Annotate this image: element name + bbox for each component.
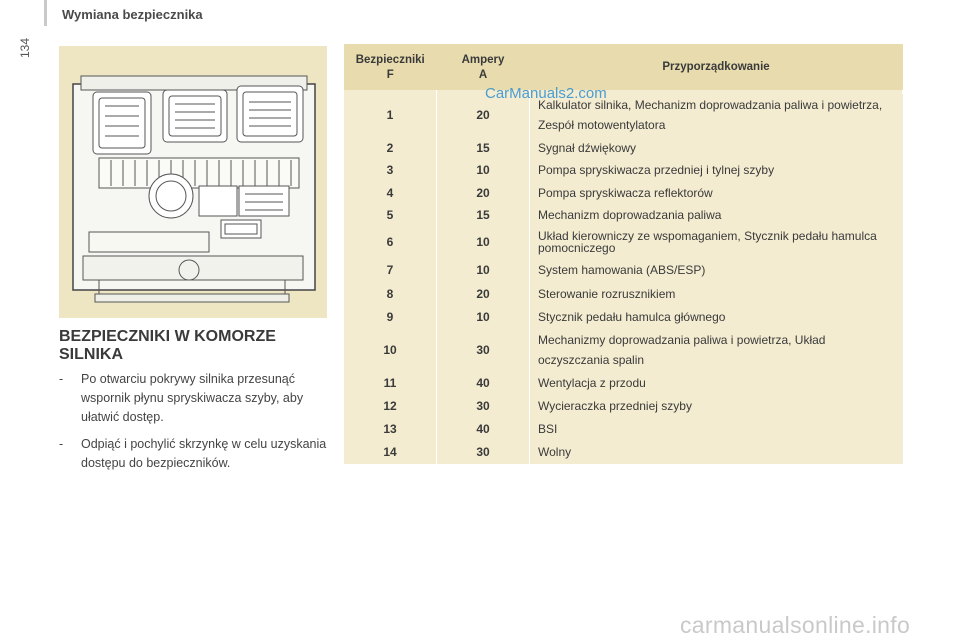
- fuse-amps: 15: [437, 204, 530, 226]
- table-row: [344, 417, 903, 440]
- fuse-box-illustration: [59, 46, 327, 318]
- header-fuses: [344, 44, 437, 90]
- table-row: [344, 371, 903, 394]
- table-row: [344, 282, 903, 305]
- table-row: [344, 226, 903, 258]
- table-header-row: [344, 44, 903, 90]
- header-amps-unit: A: [478, 68, 488, 81]
- fuse-amps: 20: [437, 282, 530, 305]
- fuse-number: 1: [344, 94, 437, 136]
- header-accent-bar: [44, 0, 47, 26]
- table-row: [344, 94, 903, 136]
- list-item: [59, 435, 329, 473]
- table-row: [344, 258, 903, 282]
- fuse-number: 12: [344, 394, 437, 417]
- fuse-table: [344, 44, 903, 464]
- fuse-assignment: Stycznik pedału hamulca głównego: [538, 309, 726, 324]
- page-number: 134: [18, 37, 32, 58]
- fuse-number: 5: [344, 204, 437, 226]
- list-item: [59, 370, 329, 427]
- fuse-amps: 10: [437, 258, 530, 282]
- instruction-list: [59, 370, 329, 481]
- header-assignment: Przyporządkowanie: [662, 61, 770, 73]
- table-row: [344, 440, 903, 464]
- fuse-assignment: BSI: [538, 421, 558, 436]
- fuse-amps: 30: [437, 394, 530, 417]
- fuse-number: 2: [344, 136, 437, 159]
- fuse-number: 4: [344, 181, 437, 204]
- fuse-number: 9: [344, 305, 437, 328]
- fuse-assignment: Mechanizm doprowadzania paliwa: [538, 208, 722, 222]
- connector-left: [93, 92, 151, 154]
- fuse-number: 8: [344, 282, 437, 305]
- fuse-amps: 30: [437, 440, 530, 464]
- table-row: [344, 394, 903, 417]
- header-fuses-unit: F: [386, 68, 394, 81]
- fuse-amps: 40: [437, 417, 530, 440]
- connector-right: [237, 86, 303, 142]
- section-title: [59, 328, 329, 364]
- table-row: [344, 159, 903, 181]
- fuse-assignment: Pompa spryskiwacza reflektorów: [538, 185, 713, 200]
- fuse-amps: 10: [437, 159, 530, 181]
- fuse-assignment: Wycieraczka przedniej szyby: [538, 398, 692, 413]
- list-item-text: Odpiąć i pochylić skrzynkę w celu uzyskania dostępu do bezpieczników.: [81, 437, 327, 470]
- page-header-title: Wymiana bezpiecznika: [62, 7, 203, 22]
- list-item-text: Po otwarciu pokrywy silnika przesunąć wspornik płynu spryskiwacza szyby, aby ułatwić dostęp.: [81, 372, 304, 424]
- fuse-assignment: Układ kierowniczy ze wspomaganiem, Stycznik pedału hamulca pomocniczego: [538, 229, 877, 255]
- bullet-marker: -: [59, 437, 64, 451]
- fuse-assignment: Wolny: [538, 445, 572, 459]
- watermark-top: CarManuals2.com: [485, 85, 607, 102]
- fuse-number: 11: [344, 371, 437, 394]
- fuse-assignment: Wentylacja z przodu: [538, 375, 646, 390]
- fuse-assignment: Kalkulator silnika, Mechanizm doprowadzania paliwa i powietrza, Zespół motowentylatora: [538, 98, 883, 132]
- fuse-amps: 20: [437, 181, 530, 204]
- fuse-assignment: Sygnał dźwiękowy: [538, 140, 637, 155]
- bullet-marker: -: [59, 372, 64, 386]
- fuse-row: [99, 158, 299, 188]
- fuse-amps: 20: [437, 94, 530, 136]
- fuse-number: 3: [344, 159, 437, 181]
- fuse-assignment: Pompa spryskiwacza przedniej i tylnej szyby: [538, 163, 775, 177]
- fuse-number: 10: [344, 328, 437, 371]
- section-title-line1: BEZPIECZNIKI W KOMORZE: [59, 328, 276, 345]
- table-row: [344, 181, 903, 204]
- fuse-assignment: Sterowanie rozrusznikiem: [538, 286, 676, 301]
- section-title-line2: SILNIKA: [59, 346, 123, 363]
- table-row: [344, 305, 903, 328]
- table-row: [344, 136, 903, 159]
- connector-middle: [163, 90, 227, 142]
- fuse-assignment: Mechanizmy doprowadzania paliwa i powietrza, Układ oczyszczania spalin: [538, 332, 826, 367]
- header-fuses-label: Bezpieczniki: [355, 53, 425, 66]
- fuse-number: 7: [344, 258, 437, 282]
- fuse-amps: 15: [437, 136, 530, 159]
- watermark-bottom: carmanualsonline.info: [680, 612, 911, 638]
- fuse-amps: 10: [437, 226, 530, 258]
- fuse-number: 14: [344, 440, 437, 464]
- fuse-amps: 10: [437, 305, 530, 328]
- fuse-number: 6: [344, 226, 437, 258]
- header-amps-label: Ampery: [461, 53, 505, 66]
- fuse-amps: 30: [437, 328, 530, 371]
- fuse-assignment: System hamowania (ABS/ESP): [538, 263, 706, 277]
- large-fuse-slot: [221, 220, 261, 238]
- table-row: [344, 328, 903, 371]
- table-row: [344, 204, 903, 226]
- fuse-number: 13: [344, 417, 437, 440]
- fuse-box-drawing: [59, 46, 327, 318]
- header-amps: [437, 44, 530, 90]
- fuse-amps: 40: [437, 371, 530, 394]
